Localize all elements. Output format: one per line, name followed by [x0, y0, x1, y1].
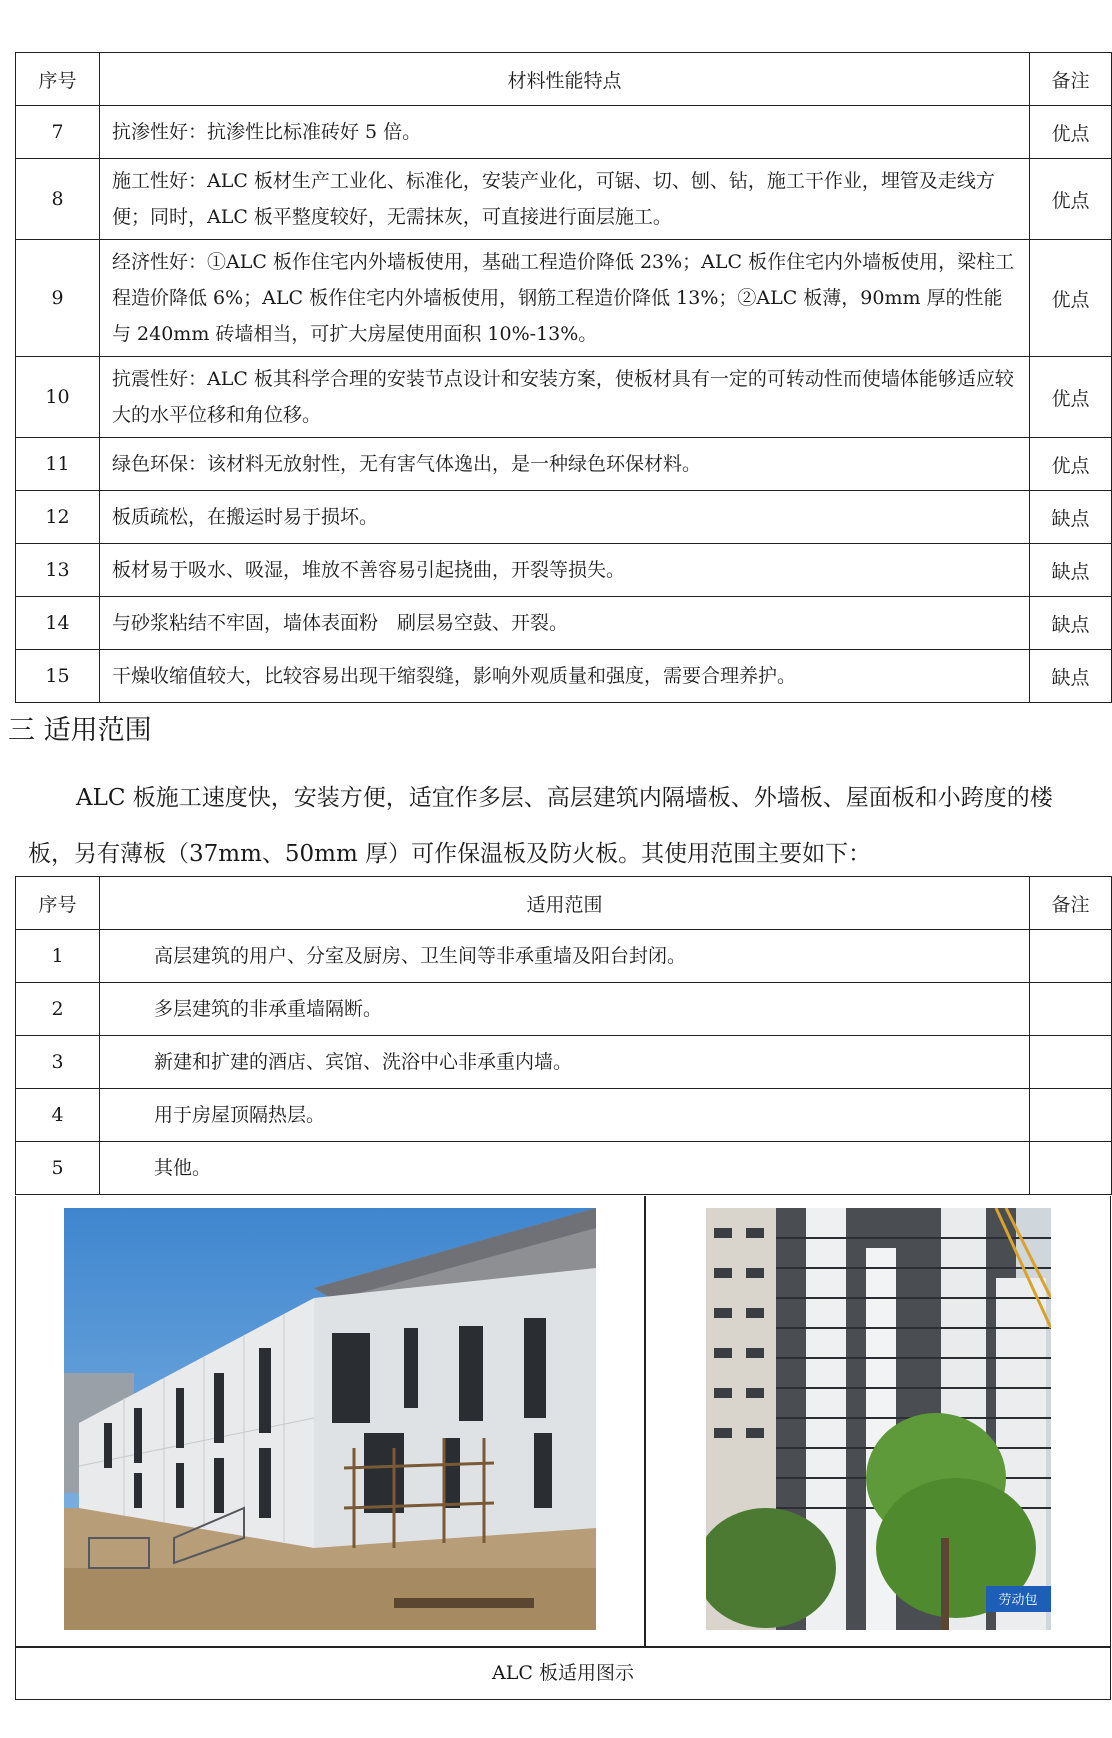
- section-title: 三 适用范围: [8, 715, 152, 746]
- row-note: 优点: [1030, 240, 1112, 357]
- table-row: [16, 240, 1112, 357]
- row-note: 优点: [1030, 159, 1112, 240]
- row-note: [1030, 930, 1112, 983]
- row-desc: 板质疏松，在搬运时易于损坏。: [100, 491, 1030, 544]
- table-row: [16, 1142, 1112, 1195]
- row-desc: 板材易于吸水、吸湿，堆放不善容易引起挠曲，开裂等损失。: [100, 544, 1030, 597]
- table-row: [16, 544, 1112, 597]
- header-note: 备注: [1030, 53, 1112, 106]
- row-num: 7: [16, 106, 100, 159]
- section-paragraph: ALC 板施工速度快，安装方便，适宜作多层、高层建筑内隔墙板、外墙板、屋面板和小跨度的楼板，另有薄板（37mm、50mm 厚）可作保温板及防火板。其使用范围主要如下：: [28, 785, 1053, 867]
- row-note: 缺点: [1030, 650, 1112, 703]
- row-note: [1030, 983, 1112, 1036]
- row-desc: 抗震性好：ALC 板其科学合理的安装节点设计和安装方案，使板材具有一定的可转动性而使墙体能够适应较大的水平位移和角位移。: [100, 357, 1030, 438]
- row-desc: 多层建筑的非承重墙隔断。: [100, 983, 1030, 1036]
- row-desc: 抗渗性好：抗渗性比标准砖好 5 倍。: [100, 106, 1030, 159]
- banner-text: 劳动包: [998, 1593, 1038, 1608]
- row-desc: 高层建筑的用户、分室及厨房、卫生间等非承重墙及阳台封闭。: [100, 930, 1030, 983]
- row-num: 15: [16, 650, 100, 703]
- row-note: [1030, 1142, 1112, 1195]
- row-desc: 新建和扩建的酒店、宾馆、洗浴中心非承重内墙。: [100, 1036, 1030, 1089]
- header-desc: 材料性能特点: [100, 53, 1030, 106]
- properties-table: [15, 52, 1112, 703]
- building-photo-highrise: [706, 1208, 1051, 1630]
- row-num: 9: [16, 240, 100, 357]
- table-row: [16, 1036, 1112, 1089]
- row-note: 优点: [1030, 357, 1112, 438]
- header-note: 备注: [1030, 877, 1112, 930]
- table-row: [16, 983, 1112, 1036]
- figure-box: [15, 1196, 1111, 1700]
- table-row: [16, 159, 1112, 240]
- header-num: 序号: [16, 53, 100, 106]
- row-num: 3: [16, 1036, 100, 1089]
- table-row: [16, 438, 1112, 491]
- row-note: 优点: [1030, 438, 1112, 491]
- table-row: [16, 930, 1112, 983]
- row-note: [1030, 1089, 1112, 1142]
- row-note: 缺点: [1030, 544, 1112, 597]
- row-desc: 经济性好：①ALC 板作住宅内外墙板使用，基础工程造价降低 23%；ALC 板作住宅内外墙板使用，梁柱工程造价降低 6%；ALC 板作住宅内外墙板使用，钢筋工程造价降低 13%；②ALC 板薄，90mm 厚的性能与 240mm 砖墙相当，可扩大房屋使用面积 10%-13%。: [100, 240, 1030, 357]
- row-num: 1: [16, 930, 100, 983]
- figure-caption: ALC 板适用图示: [492, 1662, 634, 1684]
- row-desc: 其他。: [100, 1142, 1030, 1195]
- row-num: 8: [16, 159, 100, 240]
- row-desc: 与砂浆粘结不牢固，墙体表面粉 刷层易空鼓、开裂。: [100, 597, 1030, 650]
- row-num: 4: [16, 1089, 100, 1142]
- table-row: [16, 106, 1112, 159]
- row-desc: 施工性好：ALC 板材生产工业化、标准化，安装产业化，可锯、切、刨、钻，施工干作业，埋管及走线方便；同时，ALC 板平整度较好，无需抹灰，可直接进行面层施工。: [100, 159, 1030, 240]
- row-num: 5: [16, 1142, 100, 1195]
- row-num: 14: [16, 597, 100, 650]
- table-row: [16, 597, 1112, 650]
- row-desc: 绿色环保：该材料无放射性，无有害气体逸出，是一种绿色环保材料。: [100, 438, 1030, 491]
- table-row: [16, 491, 1112, 544]
- table-row: [16, 650, 1112, 703]
- header-desc: 适用范围: [100, 877, 1030, 930]
- figure-divider: [644, 1196, 646, 1646]
- row-num: 10: [16, 357, 100, 438]
- row-desc: 干燥收缩值较大，比较容易出现干缩裂缝，影响外观质量和强度，需要合理养护。: [100, 650, 1030, 703]
- row-num: 11: [16, 438, 100, 491]
- row-note: 缺点: [1030, 597, 1112, 650]
- table-row: [16, 357, 1112, 438]
- row-note: 缺点: [1030, 491, 1112, 544]
- row-num: 13: [16, 544, 100, 597]
- building-photo-lowrise: [64, 1208, 596, 1630]
- row-num: 2: [16, 983, 100, 1036]
- row-num: 12: [16, 491, 100, 544]
- table-row: [16, 1089, 1112, 1142]
- row-note: [1030, 1036, 1112, 1089]
- row-note: 优点: [1030, 106, 1112, 159]
- row-desc: 用于房屋顶隔热层。: [100, 1089, 1030, 1142]
- usage-table: [15, 876, 1112, 1195]
- header-num: 序号: [16, 877, 100, 930]
